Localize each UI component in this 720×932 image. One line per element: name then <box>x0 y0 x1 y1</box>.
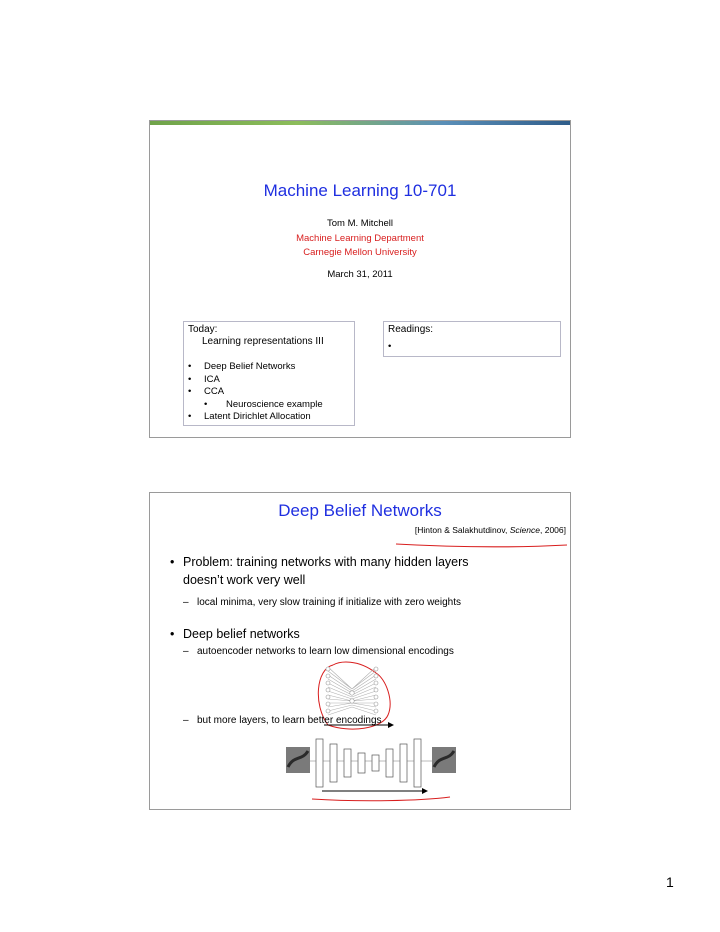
university: Carnegie Mellon University <box>303 247 417 258</box>
topic-item: Latent Dirichlet Allocation <box>204 411 311 422</box>
slide-title: Machine Learning 10-701 <box>263 181 457 200</box>
dash-glyph: – <box>183 646 189 657</box>
bullet-glyph: • <box>188 374 192 385</box>
bullet-glyph: • <box>170 555 175 569</box>
deep-belief-networks-slide <box>149 492 571 810</box>
title-slide <box>149 120 571 438</box>
bullet-glyph: • <box>188 361 192 372</box>
citation-underline <box>396 544 567 547</box>
bullet-deep-belief: Deep belief networks <box>183 627 300 641</box>
topic-item: Deep Belief Networks <box>204 361 296 372</box>
bullet-glyph: • <box>188 386 192 397</box>
today-box <box>183 321 355 426</box>
topic-item: CCA <box>204 386 225 397</box>
bullet-problem: Problem: training networks with many hidden layers <box>183 555 469 569</box>
topic-subitem: Neuroscience example <box>226 399 323 410</box>
bullet-glyph: • <box>188 411 192 422</box>
author-name: Tom M. Mitchell <box>327 218 393 229</box>
readings-box <box>383 321 561 357</box>
dash-glyph: – <box>183 715 189 726</box>
lecture-date: March 31, 2011 <box>327 269 393 280</box>
citation-authors: [Hinton & Salakhutdinov, <box>414 525 510 535</box>
slide-title: Deep Belief Networks <box>278 501 442 520</box>
slide-header-bar <box>150 121 570 125</box>
sub-bullet-local-minima: local minima, very slow training if initialize with zero weights <box>197 597 461 608</box>
sub-bullet-autoencoder: autoencoder networks to learn low dimensional encodings <box>197 646 454 657</box>
today-heading: Today: <box>188 324 218 335</box>
today-subheading: Learning representations III <box>202 336 324 347</box>
readings-bullet: • <box>388 341 392 352</box>
bullet-problem-cont: doesn’t work very well <box>183 573 306 587</box>
sub-bullet-more-layers: but more layers, to learn better encodings <box>197 715 382 726</box>
dash-glyph: – <box>183 597 189 608</box>
page-number: 1 <box>666 874 674 890</box>
bullet-glyph: • <box>204 399 208 410</box>
readings-heading: Readings: <box>388 324 434 335</box>
deep-autoencoder-figure <box>282 737 472 797</box>
citation-journal: Science <box>509 525 540 535</box>
department: Machine Learning Department <box>296 233 424 244</box>
citation-year: , 2006] <box>540 525 566 535</box>
deep-net-underline <box>312 797 450 801</box>
topic-item: ICA <box>204 374 220 385</box>
bullet-glyph: • <box>170 627 175 641</box>
